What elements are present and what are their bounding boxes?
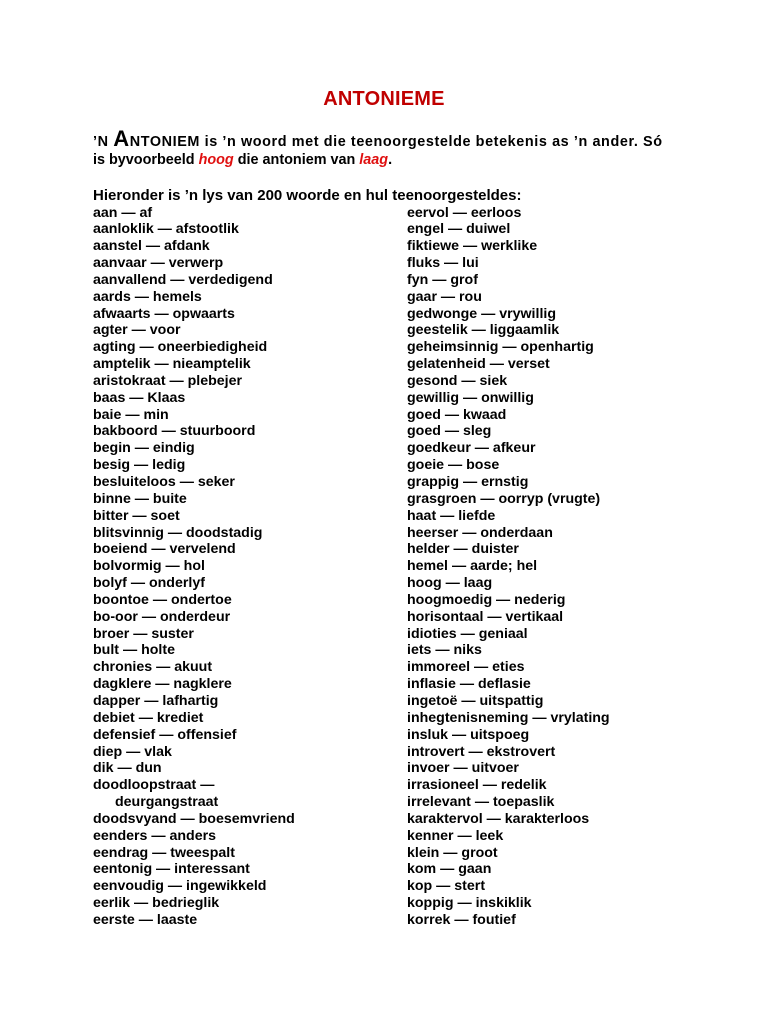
list-item: fyn — grof [407, 271, 478, 288]
list-item: karaktervol — karakterloos [407, 810, 590, 827]
list-item: bolyf — onderlyf [93, 575, 205, 592]
list-item: boeiend — vervelend [93, 541, 236, 558]
list-item: besluiteloos — seker [93, 474, 235, 490]
list-item: geheimsinnig — openhartig [407, 339, 594, 356]
intro-line2-end: . [388, 152, 393, 168]
list-item: grasgroen — oorryp (vrugte) [407, 490, 601, 507]
list-item: iets — niks [407, 642, 482, 659]
list-item: eenders — anders [93, 827, 217, 844]
list-item: eendrag — tweespalt [93, 844, 235, 861]
list-item: fiktiewe — werklike [407, 238, 538, 255]
list-item: klein — groot [407, 844, 498, 861]
list-item: koppig — inskiklik [407, 895, 532, 912]
list-item: horisontaal — vertikaal [407, 608, 564, 625]
list-item: bo-oor — onderdeur [93, 608, 231, 625]
intro-big-letter: A [113, 126, 130, 151]
list-item: doodloopstraat — [93, 777, 215, 794]
list-item: goeie — bose [407, 457, 500, 474]
list-item: begin — eindig [93, 440, 195, 457]
list-item: defensief — offensief [93, 726, 237, 743]
list-item: heerser — onderdaan [407, 524, 553, 541]
list-item: hoogmoedig — nederig [407, 591, 566, 608]
list-item: aards — hemels [93, 288, 202, 305]
list-item: kenner — leek [407, 827, 504, 844]
list-item: dagklere — nagklere [93, 676, 232, 693]
list-item: eerste — laaste [93, 911, 198, 928]
list-item: irrelevant — toepaslik [407, 794, 555, 811]
list-item: bolvormig — hol [93, 558, 205, 575]
list-item: diep — vlak [93, 743, 172, 760]
antonym-list-left [93, 205, 398, 929]
list-item: introvert — ekstrovert [407, 743, 556, 760]
list-item: gewillig — onwillig [407, 389, 534, 406]
list-item: chronies — akuut [93, 659, 213, 676]
list-item: kop — stert [407, 878, 486, 895]
list-heading: Hieronder is ’n lys van 200 woorde en hul teenoorgesteldes: [93, 187, 522, 204]
list-item: amptelik — nieamptelik [93, 356, 251, 373]
antonym-list-right [407, 205, 737, 929]
list-item: dapper — lafhartig [93, 692, 219, 709]
list-item: insluk — uitspoeg [407, 726, 530, 743]
list-item: immoreel — eties [407, 659, 525, 676]
list-item: blitsvinnig — doodstadig [93, 524, 263, 541]
list-item: bitter — soet [93, 507, 180, 524]
list-item: gedwonge — vrywillig [407, 305, 556, 322]
list-item: bakboord — stuurboord [93, 423, 256, 440]
list-item: idioties — geniaal [407, 625, 528, 642]
list-item: engel — duiwel [407, 221, 511, 238]
list-item: aanvallend — verdedigend [93, 271, 273, 288]
intro-paragraph [93, 126, 693, 169]
intro-prefix: ’N [93, 134, 114, 150]
intro-line2-start: is byvoorbeeld [93, 152, 199, 168]
list-item: baie — min [93, 406, 169, 423]
intro-line2-mid: die antoniem van [233, 152, 360, 168]
list-item: eentonig — interessant [93, 861, 250, 878]
list-item: goedkeur — afkeur [407, 440, 536, 457]
page-title: ANTONIEME [323, 88, 445, 110]
list-item: irrasioneel — redelik [407, 777, 547, 794]
list-item: fluks — lui [407, 255, 479, 272]
intro-word: NTONIEM [129, 134, 200, 150]
list-item: boontoe — ondertoe [93, 591, 232, 608]
list-item: aanvaar — verwerp [93, 255, 224, 272]
intro-example-hoog: hoog [198, 152, 234, 168]
list-item: afwaarts — opwaarts [93, 305, 235, 322]
list-item: dik — dun [93, 760, 162, 777]
list-item: gaar — rou [407, 288, 482, 305]
intro-line1-rest: is ’n woord met die teenoorgestelde betekenis as ’n ander. Só [200, 134, 663, 150]
list-item: aristokraat — plebejer [93, 372, 243, 389]
list-item: grappig — ernstig [407, 474, 529, 490]
list-item: aanstel — afdank [93, 238, 210, 255]
list-item: doodsvyand — boesemvriend [93, 810, 295, 827]
list-item: bult — holte [93, 642, 175, 659]
list-item: broer — suster [93, 625, 194, 642]
list-item: geestelik — liggaamlik [407, 322, 560, 339]
list-item: kom — gaan [407, 861, 492, 878]
list-item: eerlik — bedrieglik [93, 895, 220, 912]
list-item: helder — duister [407, 541, 519, 558]
list-item: eervol — eerloos [407, 204, 522, 221]
list-item: eenvoudig — ingewikkeld [93, 878, 267, 895]
list-item: hemel — aarde; hel [407, 558, 538, 575]
intro-line-2 [93, 152, 392, 168]
list-item: aanloklik — afstootlik [93, 221, 239, 238]
intro-example-laag: laag [359, 152, 389, 168]
list-item: agting — oneerbiedigheid [93, 339, 268, 356]
list-item: ingetoë — uitspattig [407, 692, 544, 709]
list-item: baas — Klaas [93, 389, 186, 406]
list-item: gelatenheid — verset [407, 356, 550, 373]
list-item: debiet — krediet [93, 709, 204, 726]
list-item: invoer — uitvoer [407, 760, 519, 777]
list-item: hoog — laag [407, 575, 493, 592]
list-item: goed — sleg [407, 423, 492, 440]
list-item: inflasie — deflasie [407, 676, 531, 693]
intro-line-1 [93, 126, 663, 151]
list-item: korrek — foutief [407, 911, 516, 928]
list-item: binne — buite [93, 490, 187, 507]
list-item: aan — af [93, 204, 153, 221]
list-item-continuation: deurgangstraat [115, 794, 219, 811]
list-item: gesond — siek [407, 372, 508, 389]
list-item: inhegtenisneming — vrylating [407, 709, 610, 726]
list-item: besig — ledig [93, 457, 186, 474]
list-item: haat — liefde [407, 507, 496, 524]
list-item: agter — voor [93, 322, 181, 339]
list-item: goed — kwaad [407, 406, 507, 423]
